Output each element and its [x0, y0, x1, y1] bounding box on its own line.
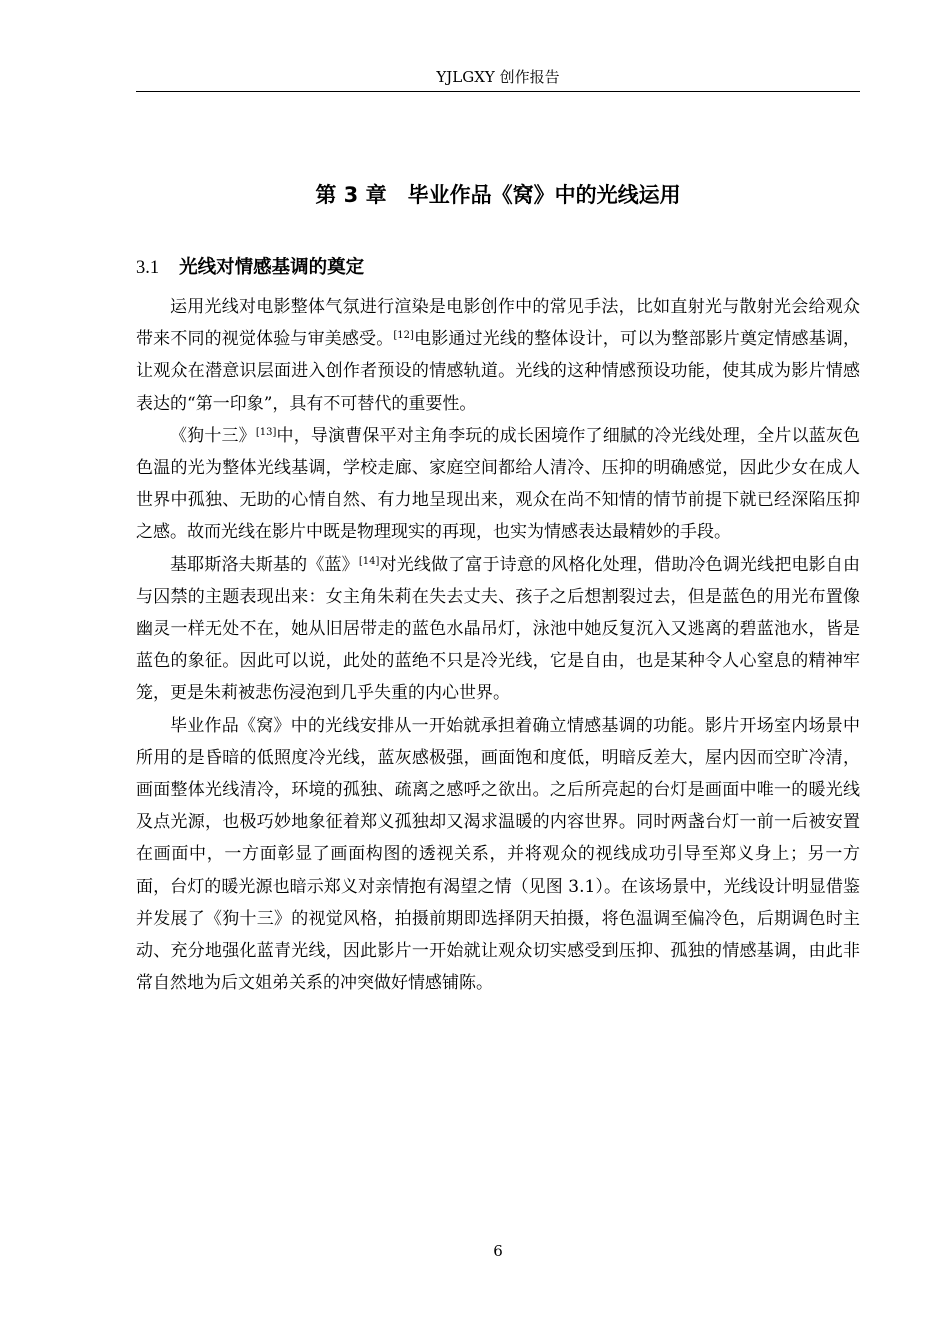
citation-ref: [13] — [255, 426, 277, 438]
paragraph-text: 对光线做了富于诗意的风格化处理，借助冷色调光线把电影自由与囚禁的主题表现出来：女主角朱莉在失去丈夫、孩子之后想割裂过去，但是蓝色的用光布置像幽灵一样无处不在，她从旧居带走的蓝色水晶吊灯，泳池中她反复沉入又逃离的碧蓝池水，皆是蓝色的象征。因此可以说，此处的蓝绝不只是冷光线，它是自由，也是某种令人心窒息的精神牢笼，更是朱莉被悲伤浸泡到几乎失重的内心世界。 — [136, 554, 861, 704]
header-rule — [136, 91, 860, 92]
section-heading — [136, 254, 860, 282]
paragraph-text: 毕业作品《窝》中的光线安排从一开始就承担着确立情感基调的功能。影片开场室内场景中所用的是昏暗的低照度冷光线，蓝灰感极强，画面饱和度低，明暗反差大，屋内因而空旷冷清，画面整体光线清冷，环境的孤独、疏离之感呼之欲出。之后所亮起的台灯是画面中唯一的暖光线及点光源，也极巧妙地象征着郑义孤独却又渴求温暖的内容世界。同时两盏台灯一前一后被安置在画面中，一方面彰显了画面构图的透视关系，并将观众的视线成功引导至郑义身上；另一方面，台灯的暖光源也暗示郑义对亲情抱有渴望之情（见图 3.1）。在该场景中，光线设计明显借鉴并发展了《狗十三》的视觉风格，拍摄前期即选择阴天拍摄，将色温调至偏冷色，后期调色时主动、充分地强化蓝青光线，因此影片一开始就让观众切实感受到压抑、孤独的情感基调，由此非常自然地为后文姐弟关系的冲突做好情感铺陈。 — [136, 715, 860, 994]
page-number: 6 — [493, 1242, 503, 1260]
section-number: 3.1 — [136, 258, 160, 278]
chapter-title: 第 3 章 毕业作品《窝》中的光线运用 — [315, 183, 681, 207]
body-text — [136, 291, 860, 999]
running-header: YJLGXY 创作报告 — [436, 68, 560, 86]
paragraph — [136, 291, 860, 420]
paragraph — [136, 420, 860, 549]
paragraph — [136, 710, 860, 1000]
citation-ref: [12] — [393, 330, 414, 342]
paragraph-text: 基耶斯洛夫斯基的《蓝》 — [170, 554, 359, 575]
section-title: 光线对情感基调的奠定 — [179, 257, 365, 278]
paragraph — [136, 549, 860, 710]
paragraph-text: 电影通过光线的整体设计，可以为整部影片奠定情感基调，让观众在潜意识层面进入创作者预设的情感轨道。光线的这种情感预设功能，使其成为影片情感表达的“第一印象”，具有不可替代的重要性。 — [136, 329, 861, 414]
paragraph-text: 《狗十三》 — [170, 425, 256, 446]
paragraph-text: 中，导演曹保平对主角李玩的成长困境作了细腻的冷光线处理，全片以蓝灰色色温的光为整体光线基调，学校走廊、家庭空间都给人清冷、压抑的明确感觉，因此少女在成人世界中孤独、无助的心情自然、有力地呈现出来，观众在尚不知情的情节前提下就已经深陷压抑之感。故而光线在影片中既是物理现实的再现，也实为情感表达最精妙的手段。 — [136, 425, 861, 543]
citation-ref: [14] — [358, 555, 380, 567]
paragraph-text: 运用光线对电影整体气氛进行渲染是电影创作中的常见手法，比如直射光与散射光会给观众带来不同的视觉体验与审美感受。 — [136, 297, 860, 350]
